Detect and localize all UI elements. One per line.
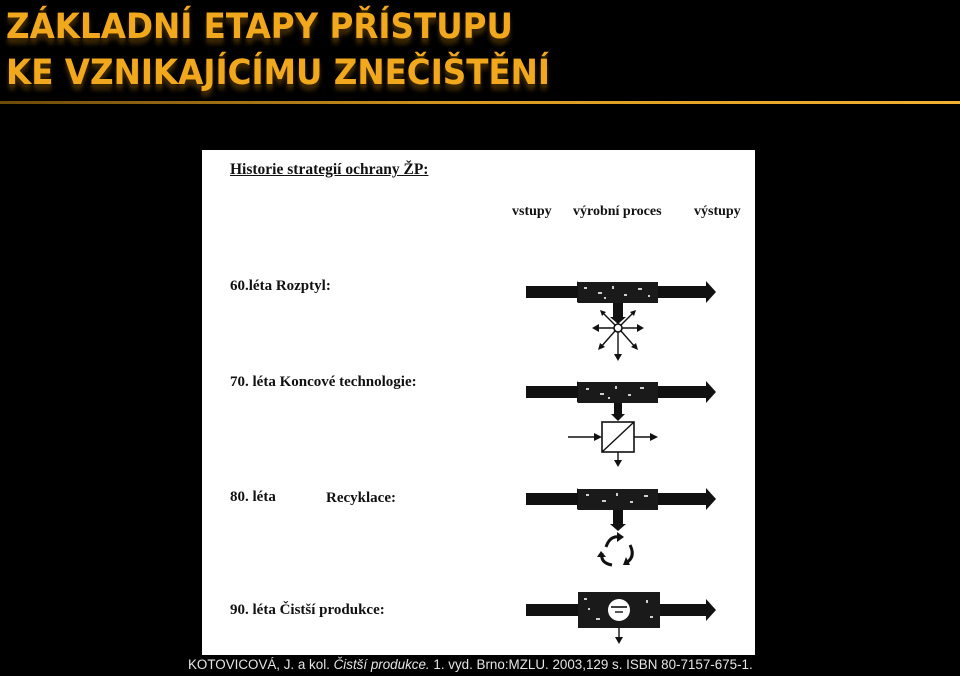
slide-title <box>6 4 550 96</box>
era-label-90s: 90. léta Čistší produkce: <box>230 602 385 618</box>
citation-details: 1. vyd. Brno:MZLU. 2003,129 s. ISBN 80-7157-675-1. <box>433 657 753 672</box>
citation-title: Čistší produkce. <box>333 657 430 672</box>
era-label-60s: 60.léta Rozptyl: <box>230 278 331 294</box>
slide-title-line-2: KE VZNIKAJÍCÍMU ZNEČIŠTĚNÍ <box>6 53 551 93</box>
era-method-80s: Recyklace: <box>326 490 396 506</box>
recycle-icon <box>520 485 720 575</box>
scanned-figure <box>202 150 755 655</box>
era-label-80s: 80. léta <box>230 489 276 505</box>
cleaner-production-icon <box>520 590 720 655</box>
column-label-inputs: vstupy <box>512 204 552 219</box>
era-label-70s: 70. léta Koncové technologie: <box>230 374 417 390</box>
slide-title-line-1: ZÁKLADNÍ ETAPY PŘÍSTUPU <box>6 7 513 47</box>
dispersion-icon <box>520 278 720 368</box>
title-underline <box>0 101 960 104</box>
end-of-pipe-filter-icon <box>520 378 720 468</box>
source-citation <box>188 657 753 672</box>
column-label-process: výrobní proces <box>573 204 662 219</box>
column-label-outputs: výstupy <box>694 204 741 219</box>
citation-authors: KOTOVICOVÁ, J. a kol. <box>188 657 330 672</box>
figure-heading: Historie strategií ochrany ŽP: <box>230 161 429 178</box>
